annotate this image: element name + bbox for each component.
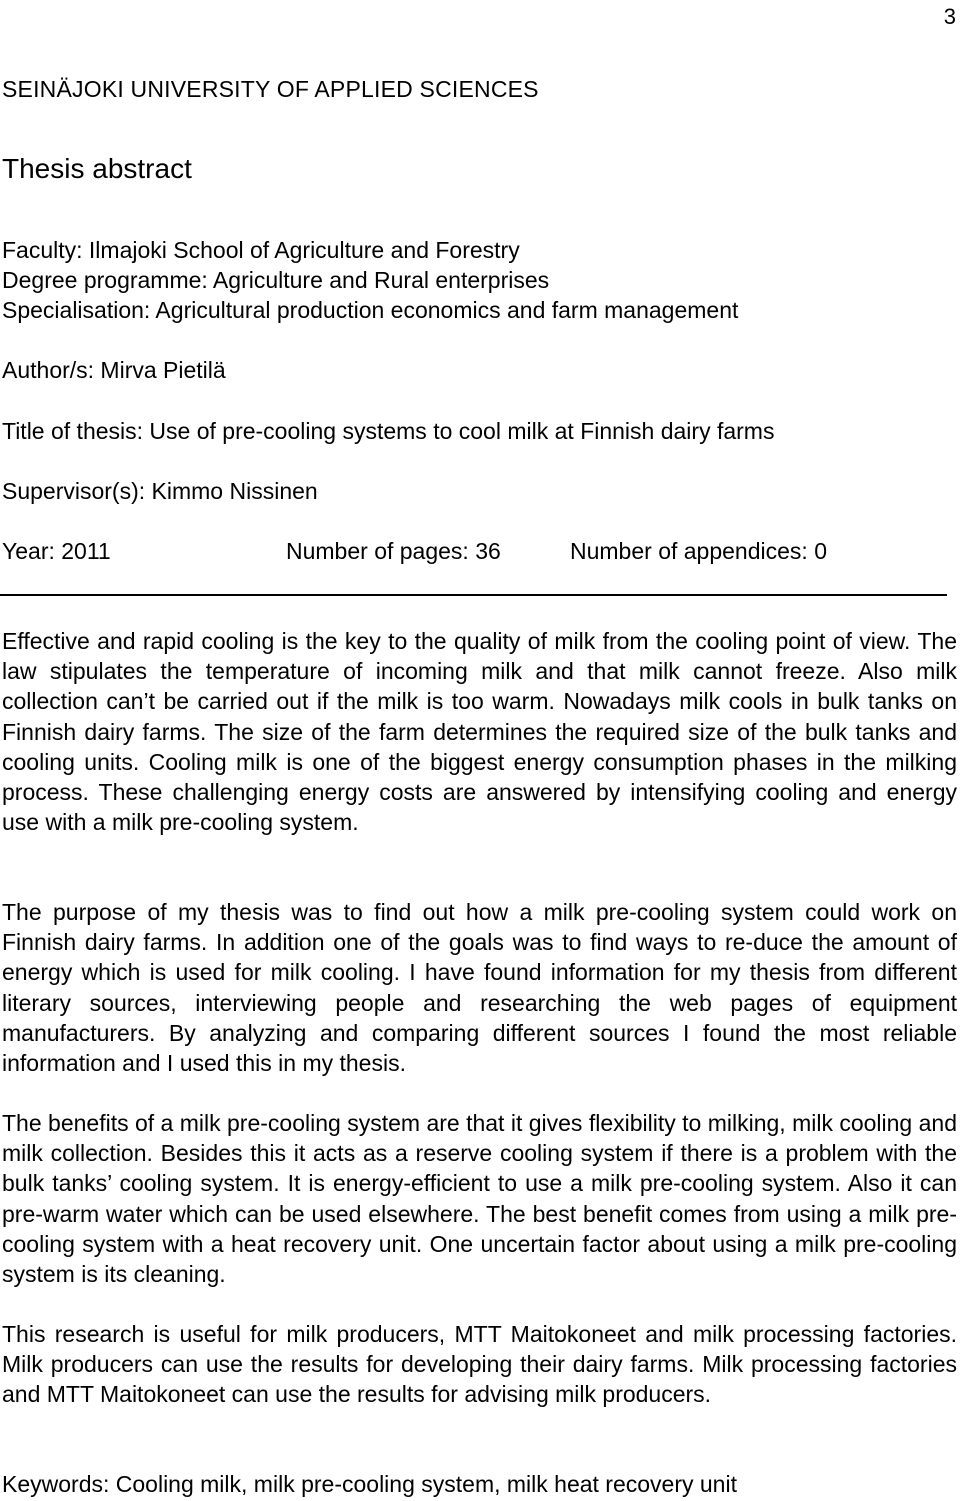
abstract-paragraph-3: The benefits of a milk pre-cooling system are that it gives flexibility to milking, milk cooling and milk collection. Besides this it acts as a reserve cooling system if there is a problem with the bulk tanks’ cooling system. It is energy-efficient to use a milk pre-cooling system. Also it can pre-warm water which can be used elsewhere. The best benefit comes from using a milk pre-cooling system with a heat recovery unit. One uncertain factor about using a milk pre-cooling system is its cleaning. (2, 1110, 957, 1288)
faculty-line: Faculty: Ilmajoki School of Agriculture and Forestry (2, 237, 520, 263)
page-number: 3 (943, 4, 956, 29)
programme-info (2, 235, 738, 325)
abstract-paragraph-1: Effective and rapid cooling is the key to the quality of milk from the cooling point of view. The law stipulates the temperature of incoming milk and that milk cannot freeze. Also milk collection can’t be carried out if the milk is too warm. Nowadays milk cools in bulk tanks on Finnish dairy farms. The size of the farm determines the required size of the bulk tanks and cooling units. Cooling milk is one of the biggest energy consumption phases in the milking process. These challenging energy costs are answered by intensifying cooling and energy use with a milk pre-cooling system. (2, 628, 957, 836)
abstract-paragraph-4: This research is useful for milk producers, MTT Maitokoneet and milk processing factories. Milk producers can use the results for developing their dairy farms. Milk processing factories and MTT Maitokoneet can use the results for advising milk producers. (2, 1321, 957, 1408)
pages-count: Number of pages: 36 (286, 538, 501, 564)
separator-line (0, 594, 947, 596)
document-title: Thesis abstract (2, 153, 192, 184)
abstract-paragraph-2: The purpose of my thesis was to find out how a milk pre-cooling system could work on Finnish dairy farms. In addition one of the goals was to find ways to re-duce the amount of energy which is used for milk cooling. I have found information for my thesis from different literary sources, interviewing people and researching the web pages of equipment manufacturers. By analyzing and comparing different sources I found the most reliable information and I used this in my thesis. (2, 899, 957, 1077)
appendices-count: Number of appendices: 0 (570, 538, 827, 564)
thesis-title-line: Title of thesis: Use of pre-cooling systems to cool milk at Finnish dairy farms (2, 418, 775, 444)
author-line: Author/s: Mirva Pietilä (2, 357, 226, 383)
specialisation-line: Specialisation: Agricultural production economics and farm management (2, 297, 739, 323)
university-name: SEINÄJOKI UNIVERSITY OF APPLIED SCIENCES (2, 76, 539, 102)
degree-programme-line: Degree programme: Agriculture and Rural enterprises (2, 267, 550, 293)
year-value: Year: 2011 (2, 538, 111, 564)
keywords-line: Keywords: Cooling milk, milk pre-cooling system, milk heat recovery unit (2, 1471, 737, 1497)
supervisor-line: Supervisor(s): Kimmo Nissinen (2, 478, 318, 504)
